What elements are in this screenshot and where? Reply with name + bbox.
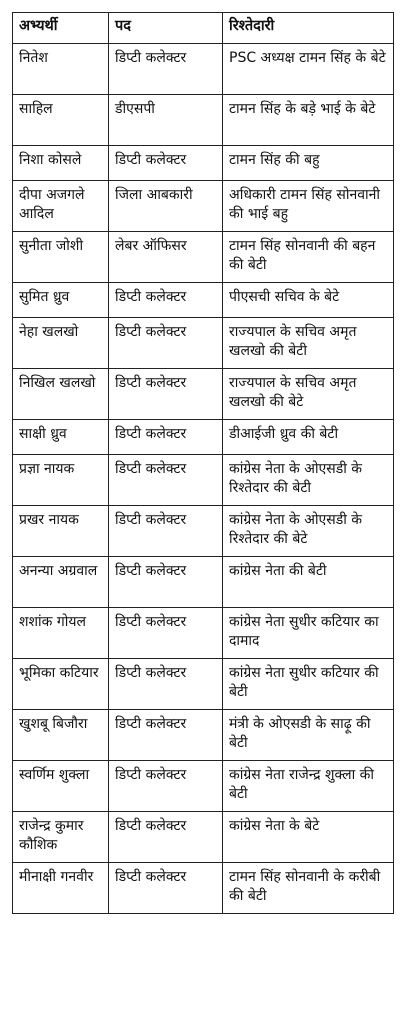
cell-relation: PSC अध्यक्ष टामन सिंह के बेटे	[223, 44, 394, 95]
table-row	[13, 557, 394, 608]
table-row	[13, 318, 394, 369]
cell-post: डिप्टी कलेक्टर	[109, 761, 223, 812]
cell-post: डिप्टी कलेक्टर	[109, 506, 223, 557]
cell-post: डिप्टी कलेक्टर	[109, 659, 223, 710]
cell-candidate: भूमिका कटियार	[13, 659, 109, 710]
cell-candidate: दीपा अजगले आदिल	[13, 181, 109, 232]
cell-post: डिप्टी कलेक्टर	[109, 420, 223, 455]
cell-candidate: सुनीता जोशी	[13, 232, 109, 283]
table-row	[13, 95, 394, 146]
cell-relation: टामन सिंह के बड़े भाई के बेटे	[223, 95, 394, 146]
cell-relation: कांग्रेस नेता के ओएसडी के रिश्तेदार की बेटी	[223, 455, 394, 506]
table-row	[13, 146, 394, 181]
cell-post: डिप्टी कलेक्टर	[109, 369, 223, 420]
cell-post: डिप्टी कलेक्टर	[109, 146, 223, 181]
cell-candidate: अनन्या अग्रवाल	[13, 557, 109, 608]
cell-relation: पीएसची सचिव के बेटे	[223, 283, 394, 318]
cell-relation: कांग्रेस नेता राजेन्द्र शुक्ला की बेटी	[223, 761, 394, 812]
table-row	[13, 506, 394, 557]
cell-candidate: सुमित ध्रुव	[13, 283, 109, 318]
relations-table-container	[12, 12, 393, 914]
cell-post: डिप्टी कलेक्टर	[109, 710, 223, 761]
relations-table	[12, 12, 394, 914]
cell-relation: कांग्रेस नेता सुधीर कटियार की बेटी	[223, 659, 394, 710]
cell-post: डिप्टी कलेक्टर	[109, 863, 223, 914]
cell-candidate: निशा कोसले	[13, 146, 109, 181]
cell-relation: राज्यपाल के सचिव अमृत खलखो की बेटे	[223, 369, 394, 420]
cell-post: जिला आबकारी	[109, 181, 223, 232]
cell-relation: राज्यपाल के सचिव अमृत खलखो की बेटी	[223, 318, 394, 369]
cell-post: लेबर ऑफिसर	[109, 232, 223, 283]
header-relation: रिश्तेदारी	[223, 13, 394, 44]
table-row	[13, 420, 394, 455]
cell-post: डिप्टी कलेक्टर	[109, 318, 223, 369]
table-row	[13, 455, 394, 506]
cell-candidate: स्वर्णिम शुक्ला	[13, 761, 109, 812]
cell-post: डिप्टी कलेक्टर	[109, 283, 223, 318]
cell-relation: टामन सिंह सोनवानी के करीबी की बेटी	[223, 863, 394, 914]
table-row	[13, 369, 394, 420]
cell-candidate: राजेन्द्र कुमार कौशिक	[13, 812, 109, 863]
table-row	[13, 44, 394, 95]
table-row	[13, 232, 394, 283]
table-header-row	[13, 13, 394, 44]
cell-relation: कांग्रेस नेता के बेटे	[223, 812, 394, 863]
cell-relation: टामन सिंह की बहु	[223, 146, 394, 181]
cell-candidate: मीनाक्षी गनवीर	[13, 863, 109, 914]
cell-candidate: नेहा खलखो	[13, 318, 109, 369]
table-row	[13, 863, 394, 914]
table-row	[13, 283, 394, 318]
cell-post: डिप्टी कलेक्टर	[109, 812, 223, 863]
cell-post: डीएसपी	[109, 95, 223, 146]
cell-relation: कांग्रेस नेता की बेटी	[223, 557, 394, 608]
table-row	[13, 761, 394, 812]
cell-relation: कांग्रेस नेता सुधीर कटियार का दामाद	[223, 608, 394, 659]
table-row	[13, 181, 394, 232]
table-row	[13, 812, 394, 863]
table-row	[13, 659, 394, 710]
cell-post: डिप्टी कलेक्टर	[109, 455, 223, 506]
cell-relation: डीआईजी ध्रुव की बेटी	[223, 420, 394, 455]
cell-post: डिप्टी कलेक्टर	[109, 44, 223, 95]
header-candidate: अभ्यर्थी	[13, 13, 109, 44]
cell-candidate: निखिल खलखो	[13, 369, 109, 420]
cell-candidate: साहिल	[13, 95, 109, 146]
cell-post: डिप्टी कलेक्टर	[109, 608, 223, 659]
cell-candidate: खुशबू बिजौरा	[13, 710, 109, 761]
cell-candidate: प्रखर नायक	[13, 506, 109, 557]
cell-post: डिप्टी कलेक्टर	[109, 557, 223, 608]
table-row	[13, 710, 394, 761]
cell-relation: अधिकारी टामन सिंह सोनवानी की भाई बहु	[223, 181, 394, 232]
cell-relation: मंत्री के ओएसडी के साढ़ू की बेटी	[223, 710, 394, 761]
cell-candidate: शशांक गोयल	[13, 608, 109, 659]
cell-relation: टामन सिंह सोनवानी की बहन की बेटी	[223, 232, 394, 283]
header-post: पद	[109, 13, 223, 44]
table-row	[13, 608, 394, 659]
cell-relation: कांग्रेस नेता के ओएसडी के रिश्तेदार की बेटे	[223, 506, 394, 557]
cell-candidate: नितेश	[13, 44, 109, 95]
cell-candidate: साक्षी ध्रुव	[13, 420, 109, 455]
cell-candidate: प्रज्ञा नायक	[13, 455, 109, 506]
